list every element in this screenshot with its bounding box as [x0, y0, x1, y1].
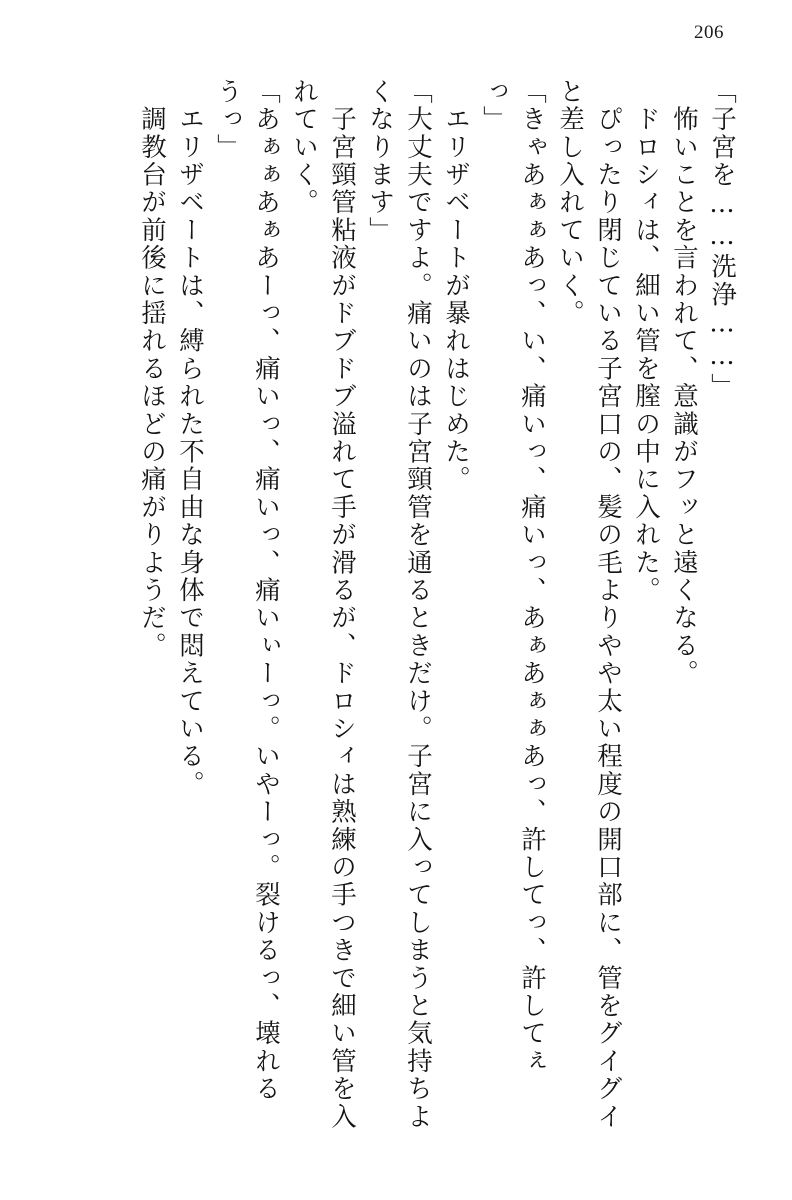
text-column: うっ」	[213, 78, 243, 162]
text-column: エリザベートが暴れはじめた。	[441, 78, 471, 494]
text-column: ぴったり閉じている子宮口の、髪の毛よりやや太い程度の開口部に、管をグイグイ	[593, 78, 623, 1131]
text-column: 怖いことを言われて、意識がフッと遠くなる。	[669, 78, 699, 688]
page-number: 206	[694, 22, 724, 43]
text-column: 子宮頸管粘液がドブドブ溢れて手が滑るが、ドロシィは熟練の手つきで細い管を入	[327, 78, 357, 1131]
text-column: 「大丈夫ですよ。痛いのは子宮頸管を通るときだけ。子宮に入ってしまうと気持ちよ	[403, 78, 433, 1131]
text-column: っ」	[479, 78, 509, 134]
text-column: エリザベートは、縛られた不自由な身体で悶えている。	[175, 78, 205, 799]
text-column: くなります」	[365, 78, 395, 245]
vertical-text-body	[52, 78, 737, 1148]
text-column: 「子宮を……洗浄……」	[707, 78, 737, 401]
text-column: れていく。	[289, 78, 319, 217]
text-column: 「きゃあぁぁあっ、い、痛いっ、痛いっ、あぁあぁぁあっ、許してっ、許してぇ	[517, 78, 547, 1076]
text-column: ドロシィは、細い管を膣の中に入れた。	[631, 78, 661, 605]
text-column: 「あぁぁあぁあーっ、痛いっ、痛いっ、痛いぃーっ。いやーっ。裂けるっ、壊れる	[251, 78, 281, 1103]
text-column: 調教台が前後に揺れるほどの痛がりようだ。	[137, 78, 167, 660]
text-column: と差し入れていく。	[555, 78, 585, 328]
